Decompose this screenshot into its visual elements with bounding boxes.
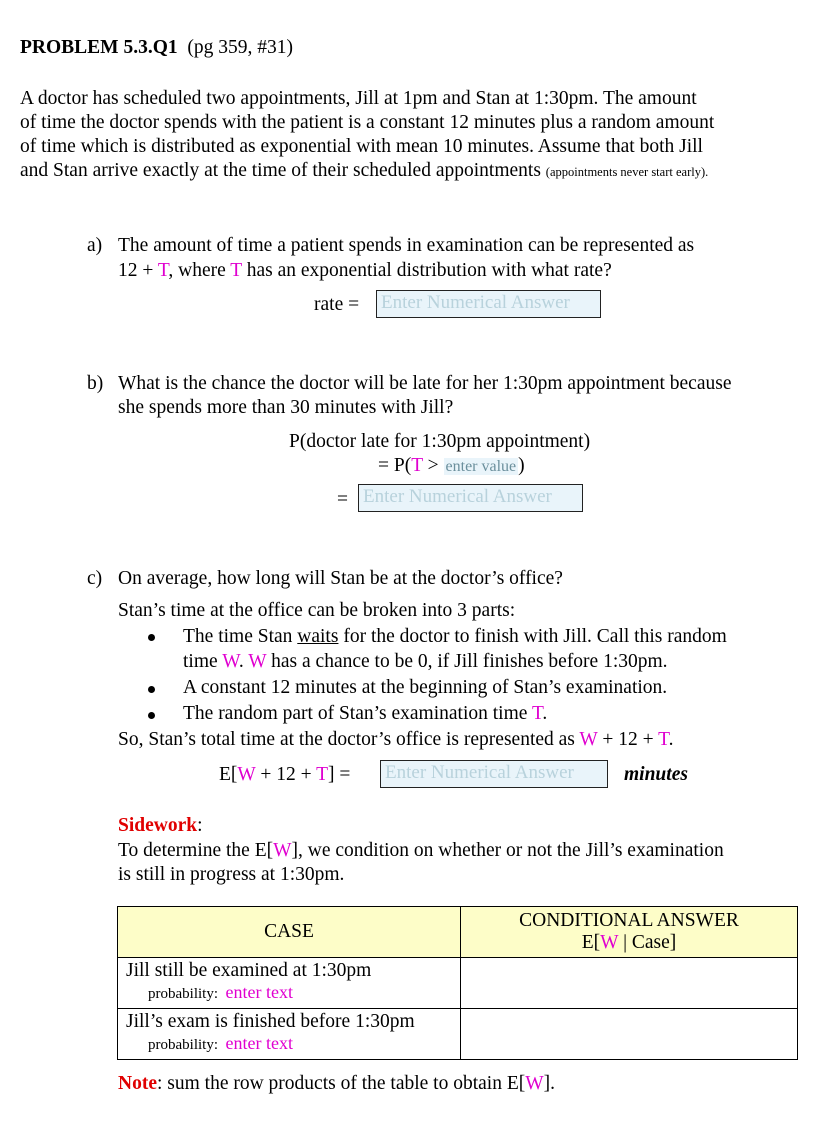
sidework-line-1	[118, 838, 724, 864]
var-t: T	[157, 260, 169, 281]
bullet-1-line-1	[183, 624, 727, 650]
var-t: T	[411, 455, 423, 476]
var-t: T	[531, 703, 543, 724]
part-b-line-2: she spends more than 30 minutes with Jill?	[118, 397, 454, 418]
total-pre: So, Stan’s total time at the doctor’s office is represented as	[118, 729, 580, 750]
var-w: W	[600, 932, 619, 953]
intro-line-4	[20, 158, 708, 185]
conditional-answer-cell-1[interactable]	[461, 958, 798, 1009]
probability-input-2[interactable]: enter text	[225, 1033, 293, 1053]
rate-label: rate =	[314, 294, 360, 315]
b1-post: for the doctor to finish with Jill. Call this random	[338, 626, 727, 647]
sw-l1-post: ], we condition on whether or not the Jill’s examination	[291, 840, 724, 861]
intro-line-1: A doctor has scheduled two appointments, Jill at 1pm and Stan at 1:30pm. The amount	[20, 88, 697, 109]
problem-header	[20, 37, 293, 59]
part-b-eq-1: P(doctor late for 1:30pm appointment)	[289, 431, 591, 452]
var-t: T	[316, 764, 329, 785]
intro-line-3: of time which is distributed as exponential with mean 10 minutes. Assume that both Jill	[20, 136, 703, 157]
eq2-gt: >	[422, 455, 444, 476]
intro-note: (appointments never start early).	[545, 165, 709, 179]
intro-line-4-text: and Stan arrive exactly at the time of their scheduled appointments	[20, 160, 541, 181]
part-a-l2-pre: 12 +	[118, 260, 158, 281]
case-row-1	[118, 958, 461, 1009]
part-b-line-1: What is the chance the doctor will be late for her 1:30pm appointment because	[118, 373, 732, 394]
var-t: T	[658, 729, 669, 750]
sw-l1-pre: To determine the E[	[118, 840, 274, 861]
b3-pre: The random part of Stan’s examination time	[183, 703, 532, 724]
b1-pre: The time Stan	[183, 626, 298, 647]
case-row-2-label: Jill’s exam is finished before 1:30pm	[126, 1011, 415, 1032]
note-line	[118, 1071, 555, 1097]
case-header-text: CASE	[264, 921, 314, 942]
case-header	[118, 907, 461, 958]
expected-time-input[interactable]: Enter Numerical Answer	[380, 760, 608, 788]
note-post: ].	[543, 1073, 556, 1094]
conditional-answer-header	[461, 907, 798, 958]
bullet-1-line-2	[183, 649, 668, 675]
var-w: W	[525, 1073, 544, 1094]
eq2-pre: = P(	[378, 455, 412, 476]
prob-label: probability:	[148, 986, 218, 1002]
case-table	[117, 906, 798, 1060]
var-w: W	[222, 651, 239, 672]
cond-post: | Case]	[618, 932, 677, 953]
sidework-title	[118, 813, 203, 839]
var-t: T	[230, 260, 242, 281]
eq2-post: )	[518, 455, 525, 476]
rate-input[interactable]: Enter Numerical Answer	[376, 290, 601, 318]
bullet-1	[148, 634, 155, 641]
cond-pre: E[	[581, 932, 601, 953]
probability-input-1[interactable]: enter text	[225, 982, 293, 1002]
problem-title: PROBLEM 5.3.Q1	[20, 37, 178, 58]
part-a-l2-end: has an exponential distribution with what rate?	[241, 260, 612, 281]
intro-line-2: of time the doctor spends with the patient is a constant 12 minutes plus a random amount	[20, 112, 715, 133]
part-a-line-1: The amount of time a patient spends in examination can be represented as	[118, 235, 695, 256]
note-label: Note	[118, 1073, 157, 1094]
part-b-eq-3: =	[337, 489, 348, 510]
b3-post: .	[542, 703, 548, 724]
exp-mid: + 12 +	[255, 764, 317, 785]
sidework-colon: :	[197, 815, 203, 836]
part-b-label: b)	[87, 373, 104, 394]
bullet-3	[148, 712, 155, 719]
case-row-1-label: Jill still be examined at 1:30pm	[126, 960, 372, 981]
sidework-label: Sidework	[118, 815, 198, 836]
b1-l2-post: has a chance to be 0, if Jill finishes before 1:30pm.	[266, 651, 668, 672]
var-w: W	[273, 840, 292, 861]
minutes-unit: minutes	[624, 764, 688, 785]
conditional-answer-cell-2[interactable]	[461, 1009, 798, 1060]
part-a-l2-post: , where	[168, 260, 231, 281]
total-mid: + 12 +	[597, 729, 659, 750]
cond-header-l2	[461, 932, 797, 954]
part-c-line-2: Stan’s time at the office can be broken into 3 parts:	[118, 600, 516, 621]
bullet-2-text: A constant 12 minutes at the beginning of Stan’s examination.	[183, 677, 668, 698]
case-row-2-prob	[118, 1033, 460, 1054]
b1-waits: waits	[297, 626, 339, 647]
exp-post: ] =	[328, 764, 351, 785]
late-probability-input[interactable]: Enter Numerical Answer	[358, 484, 583, 512]
part-c-label: c)	[87, 568, 103, 589]
expectation-label	[219, 762, 350, 788]
exp-pre: E[	[219, 764, 238, 785]
part-b-eq-2	[378, 453, 525, 480]
cond-header-l1: CONDITIONAL ANSWER	[519, 910, 739, 931]
prob-label: probability:	[148, 1037, 218, 1053]
case-row-1-prob	[118, 982, 460, 1003]
problem-ref: (pg 359, #31)	[187, 37, 294, 58]
total-end: .	[668, 729, 674, 750]
part-a-line-2	[118, 258, 612, 284]
sidework-line-2: is still in progress at 1:30pm.	[118, 864, 345, 885]
total-time-line	[118, 727, 673, 753]
part-c-line-1: On average, how long will Stan be at the doctor’s office?	[118, 568, 563, 589]
note-pre: : sum the row products of the table to obtain E[	[156, 1073, 526, 1094]
case-row-2	[118, 1009, 461, 1060]
part-a-label: a)	[87, 235, 103, 256]
bullet-2	[148, 686, 155, 693]
var-w: W	[237, 764, 256, 785]
var-w: W	[248, 651, 267, 672]
threshold-value-input[interactable]: enter value	[445, 458, 517, 475]
b1-l2-mid: .	[238, 651, 249, 672]
var-w: W	[579, 729, 598, 750]
bullet-3-text	[183, 701, 547, 727]
b1-l2-pre: time	[183, 651, 223, 672]
